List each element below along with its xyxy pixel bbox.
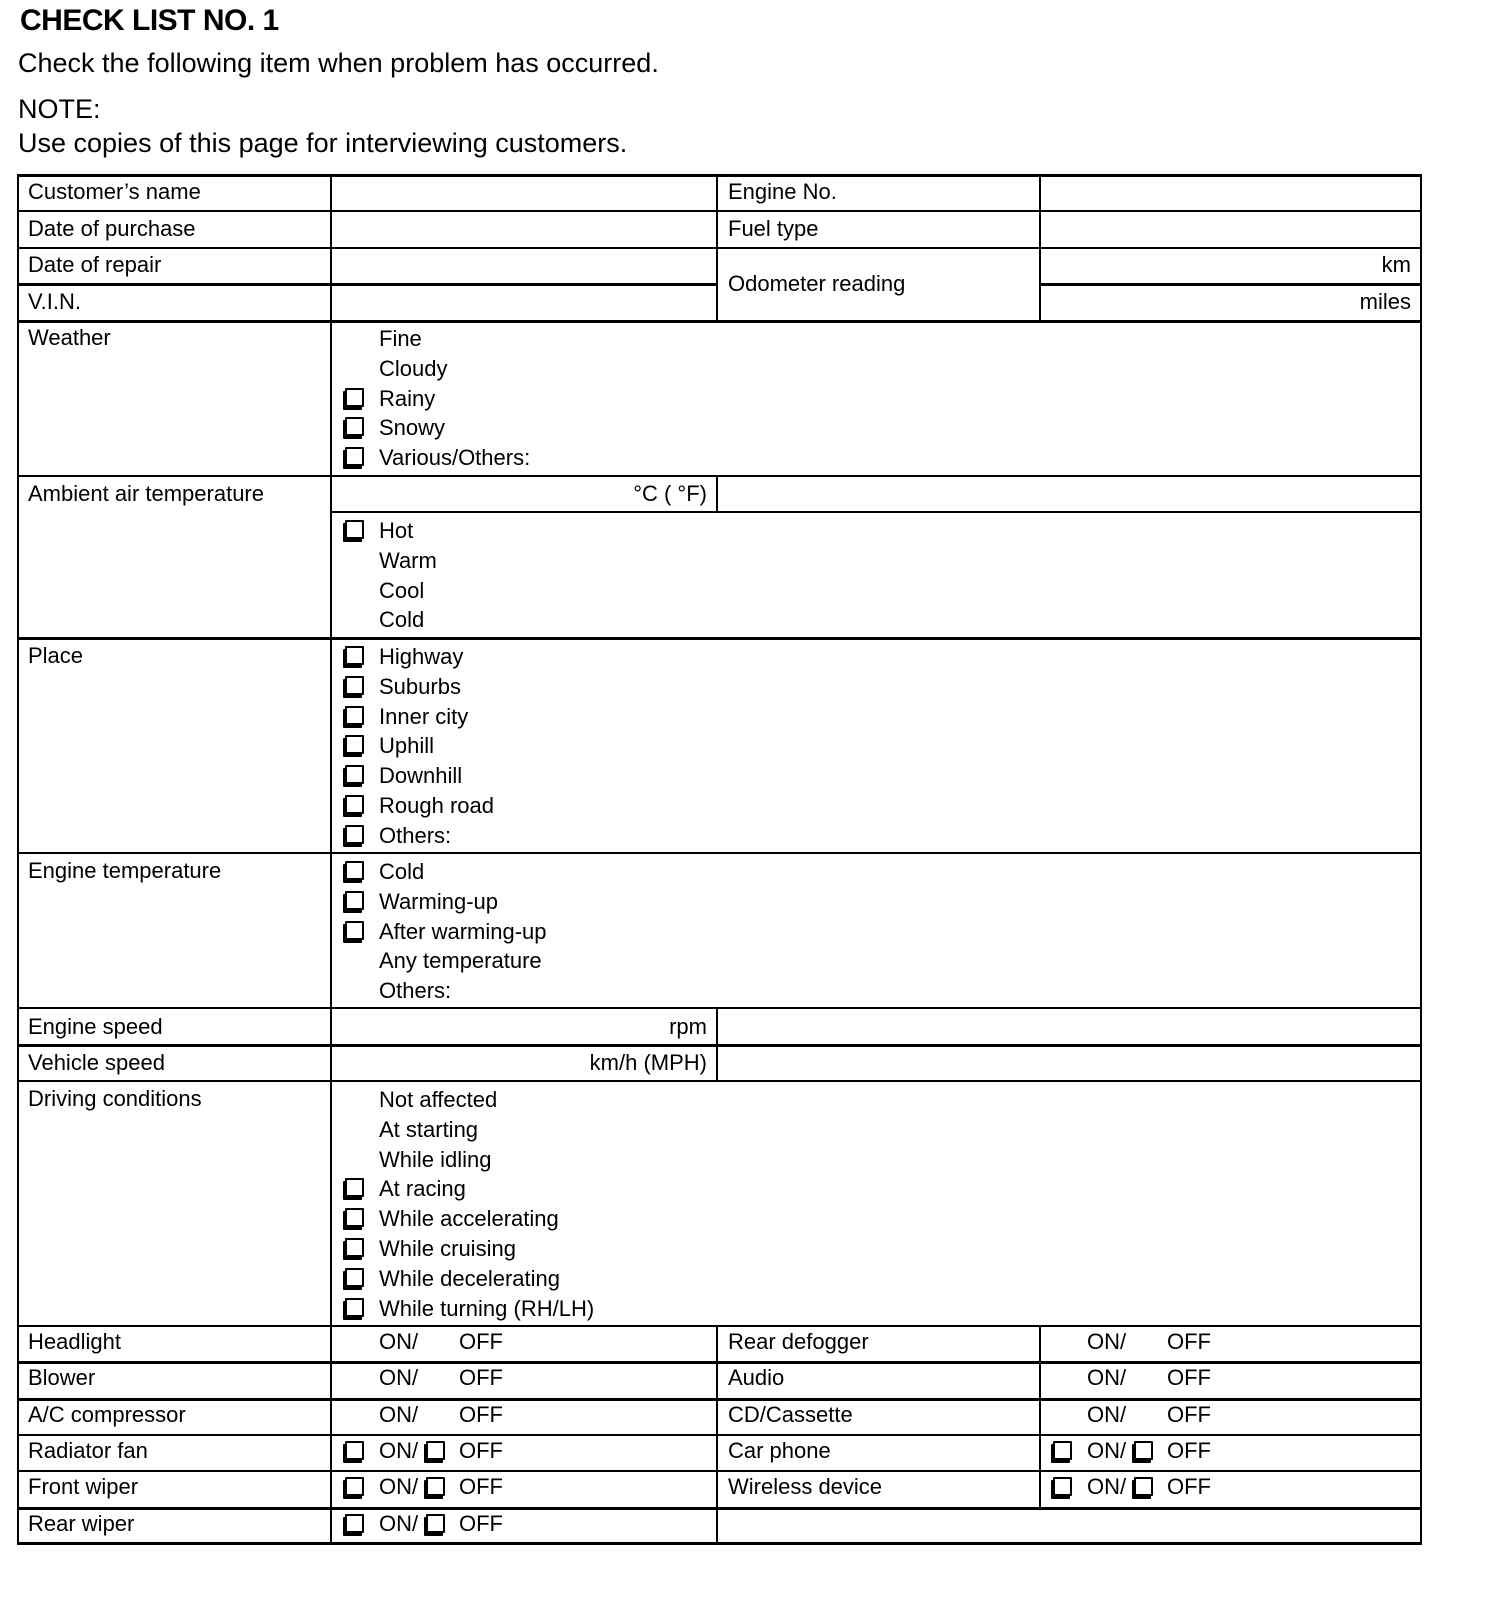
on-off-selector[interactable] <box>341 1401 541 1429</box>
switch-label: Radiator fan <box>28 1438 148 1463</box>
option-label: Suburbs <box>379 673 461 699</box>
checkbox-icon[interactable] <box>345 765 364 784</box>
switch-label: Car phone <box>728 1438 831 1463</box>
table-rule <box>17 637 1420 640</box>
off-label: OFF <box>1167 1438 1211 1463</box>
table-rule <box>17 1507 1420 1510</box>
off-checkbox-icon[interactable] <box>1134 1441 1153 1460</box>
on-label: ON/ <box>379 1402 419 1427</box>
on-off-selector[interactable] <box>1049 1364 1249 1392</box>
on-off-selector[interactable] <box>1049 1473 1249 1501</box>
off-label: OFF <box>459 1438 503 1463</box>
fuel-type-field[interactable] <box>1041 215 1411 243</box>
option-label: Downhill <box>379 763 463 789</box>
option-label: Hot <box>379 518 414 543</box>
on-checkbox-icon[interactable] <box>345 1441 364 1460</box>
note-label: NOTE: <box>18 94 101 124</box>
option-label: At racing <box>379 1176 466 1202</box>
on-label: ON/ <box>1087 1329 1127 1354</box>
table-rule <box>17 1398 1420 1401</box>
option-label: While turning (RH/LH) <box>379 1295 595 1321</box>
off-label: OFF <box>459 1474 503 1499</box>
off-label: OFF <box>459 1329 503 1354</box>
on-label: ON/ <box>1087 1474 1127 1499</box>
on-off-selector[interactable] <box>1049 1401 1249 1429</box>
option-label: Others: <box>379 822 452 848</box>
checkbox-icon[interactable] <box>345 861 364 880</box>
on-off-selector[interactable] <box>341 1437 541 1465</box>
on-label: ON/ <box>1087 1402 1127 1427</box>
off-label: OFF <box>459 1365 503 1390</box>
table-rule <box>17 1542 1422 1545</box>
on-label: ON/ <box>379 1511 419 1536</box>
checkbox-icon[interactable] <box>345 1208 364 1227</box>
weather-label: Weather <box>28 325 111 350</box>
table-rule <box>1039 283 1420 286</box>
table-rule <box>17 1434 1420 1436</box>
ambient-temp-field[interactable]: °C ( °F) <box>633 481 707 506</box>
engine-no-label: Engine No. <box>728 179 837 204</box>
switch-label: Front wiper <box>28 1474 139 1499</box>
off-label: OFF <box>1167 1474 1211 1499</box>
table-rule <box>716 1325 718 1544</box>
option-label: Fine <box>379 326 422 351</box>
option-label: While decelerating <box>379 1265 560 1291</box>
switch-label: Headlight <box>28 1329 121 1354</box>
on-off-selector[interactable] <box>1049 1437 1249 1465</box>
option-label: Highway <box>379 644 464 669</box>
table-rule <box>17 210 1420 212</box>
option-label: Warming-up <box>379 888 498 914</box>
on-label: ON/ <box>1087 1365 1127 1390</box>
place-label: Place <box>28 643 84 668</box>
checkbox-icon[interactable] <box>345 417 364 436</box>
customer-name-label: Customer’s name <box>28 179 201 204</box>
off-checkbox-icon[interactable] <box>426 1441 445 1460</box>
table-rule <box>17 475 1420 477</box>
off-checkbox-icon[interactable] <box>426 1477 445 1496</box>
date-of-purchase-label: Date of purchase <box>28 216 196 241</box>
option-label: After warming-up <box>379 918 547 944</box>
table-rule <box>330 174 332 1544</box>
checklist-table <box>17 174 1420 1544</box>
option-label: Cloudy <box>379 355 448 381</box>
table-rule <box>17 320 1420 323</box>
option-label: Others: <box>379 978 452 1004</box>
option-label: Cold <box>379 607 425 633</box>
table-rule <box>1039 174 1041 320</box>
odometer-km-field[interactable]: km <box>1381 252 1411 277</box>
checkbox-icon[interactable] <box>345 388 364 407</box>
checkbox-icon[interactable] <box>345 1178 364 1197</box>
customer-name-field[interactable] <box>333 178 713 206</box>
checkbox-icon[interactable] <box>345 676 364 695</box>
on-label: ON/ <box>379 1438 419 1463</box>
engine-speed-field[interactable]: rpm <box>669 1014 707 1039</box>
switch-label: A/C compressor <box>28 1402 186 1427</box>
off-checkbox-icon[interactable] <box>426 1514 445 1533</box>
table-rule <box>17 1044 1420 1047</box>
table-rule <box>17 1007 1420 1009</box>
table-rule <box>17 174 1420 177</box>
on-off-selector[interactable] <box>1049 1328 1249 1356</box>
checkbox-icon[interactable] <box>345 706 364 725</box>
checkbox-icon[interactable] <box>345 735 364 754</box>
checkbox-icon[interactable] <box>345 825 364 844</box>
option-label: Cool <box>379 577 425 603</box>
option-label: Rough road <box>379 793 494 818</box>
on-off-selector[interactable] <box>341 1473 541 1501</box>
option-label: Various/Others: <box>379 445 531 471</box>
checkbox-icon[interactable] <box>345 1238 364 1257</box>
table-rule <box>17 174 19 1544</box>
off-label: OFF <box>1167 1402 1211 1427</box>
vin-label: V.I.N. <box>28 289 81 314</box>
date-of-repair-label: Date of repair <box>28 252 162 277</box>
switch-label: Rear wiper <box>28 1511 135 1536</box>
option-label: While cruising <box>379 1236 516 1261</box>
switch-label: CD/Cassette <box>728 1402 853 1427</box>
option-label: While idling <box>379 1146 492 1172</box>
date-of-purchase-field[interactable] <box>333 215 713 243</box>
engine-no-field[interactable] <box>1041 178 1411 206</box>
option-label: Cold <box>379 859 425 884</box>
switch-label: Wireless device <box>728 1474 883 1499</box>
page-title: CHECK LIST NO. 1 <box>20 4 279 37</box>
odometer-miles-field[interactable]: miles <box>1359 289 1411 314</box>
on-label: ON/ <box>379 1365 419 1390</box>
on-checkbox-icon[interactable] <box>345 1514 364 1533</box>
table-rule <box>17 1325 1420 1327</box>
engine-speed-label: Engine speed <box>28 1014 163 1039</box>
fuel-type-label: Fuel type <box>728 216 819 241</box>
off-label: OFF <box>459 1511 503 1536</box>
checkbox-icon[interactable] <box>345 447 364 466</box>
option-label: Inner city <box>379 703 469 729</box>
driving-conditions-label: Driving conditions <box>28 1086 202 1111</box>
table-rule <box>17 283 716 286</box>
option-label: Snowy <box>379 415 446 441</box>
off-checkbox-icon[interactable] <box>1134 1477 1153 1496</box>
note-text: Use copies of this page for interviewing customers. <box>18 128 628 158</box>
table-rule <box>716 475 718 511</box>
option-label: At starting <box>379 1116 479 1142</box>
ambient-temp-label: Ambient air temperature <box>28 481 264 506</box>
odometer-label: Odometer reading <box>728 271 906 296</box>
engine-temp-label: Engine temperature <box>28 858 222 883</box>
checkbox-icon[interactable] <box>345 1268 364 1287</box>
on-checkbox-icon[interactable] <box>1053 1477 1072 1496</box>
table-rule <box>17 1361 1420 1364</box>
table-rule <box>17 1080 1420 1082</box>
off-label: OFF <box>1167 1329 1211 1354</box>
option-label: Rainy <box>379 385 436 411</box>
option-label: While accelerating <box>379 1206 559 1232</box>
table-rule <box>716 174 718 320</box>
on-label: ON/ <box>379 1474 419 1499</box>
table-rule <box>17 1470 1420 1472</box>
option-label: Warm <box>379 547 437 573</box>
instruction-text: Check the following item when problem has occurred. <box>18 48 659 78</box>
date-of-repair-field[interactable] <box>333 251 713 279</box>
switch-label: Rear defogger <box>728 1329 869 1354</box>
table-rule <box>1039 1325 1041 1507</box>
on-label: ON/ <box>1087 1438 1127 1463</box>
checkbox-icon[interactable] <box>345 921 364 940</box>
table-rule <box>1420 174 1422 1544</box>
switch-label: Audio <box>728 1365 785 1390</box>
checkbox-icon[interactable] <box>345 891 364 910</box>
off-label: OFF <box>459 1402 503 1427</box>
vehicle-speed-field[interactable]: km/h (MPH) <box>589 1050 707 1075</box>
on-off-selector[interactable] <box>341 1328 541 1356</box>
switch-label: Blower <box>28 1365 96 1390</box>
checkbox-icon[interactable] <box>345 520 364 539</box>
table-rule <box>17 852 1420 854</box>
on-off-selector[interactable] <box>341 1510 541 1538</box>
on-checkbox-icon[interactable] <box>1053 1441 1072 1460</box>
on-off-selector[interactable] <box>341 1364 541 1392</box>
checkbox-icon[interactable] <box>345 795 364 814</box>
checkbox-icon[interactable] <box>345 1298 364 1317</box>
table-rule <box>330 511 1420 513</box>
table-rule <box>17 247 1420 249</box>
on-checkbox-icon[interactable] <box>345 1477 364 1496</box>
checkbox-icon[interactable] <box>345 646 364 665</box>
off-label: OFF <box>1167 1365 1211 1390</box>
vehicle-speed-label: Vehicle speed <box>28 1050 165 1075</box>
option-label: Uphill <box>379 733 435 759</box>
option-label: Any temperature <box>379 948 542 974</box>
option-label: Not affected <box>379 1087 498 1112</box>
vin-field[interactable] <box>333 288 713 316</box>
on-label: ON/ <box>379 1329 419 1354</box>
